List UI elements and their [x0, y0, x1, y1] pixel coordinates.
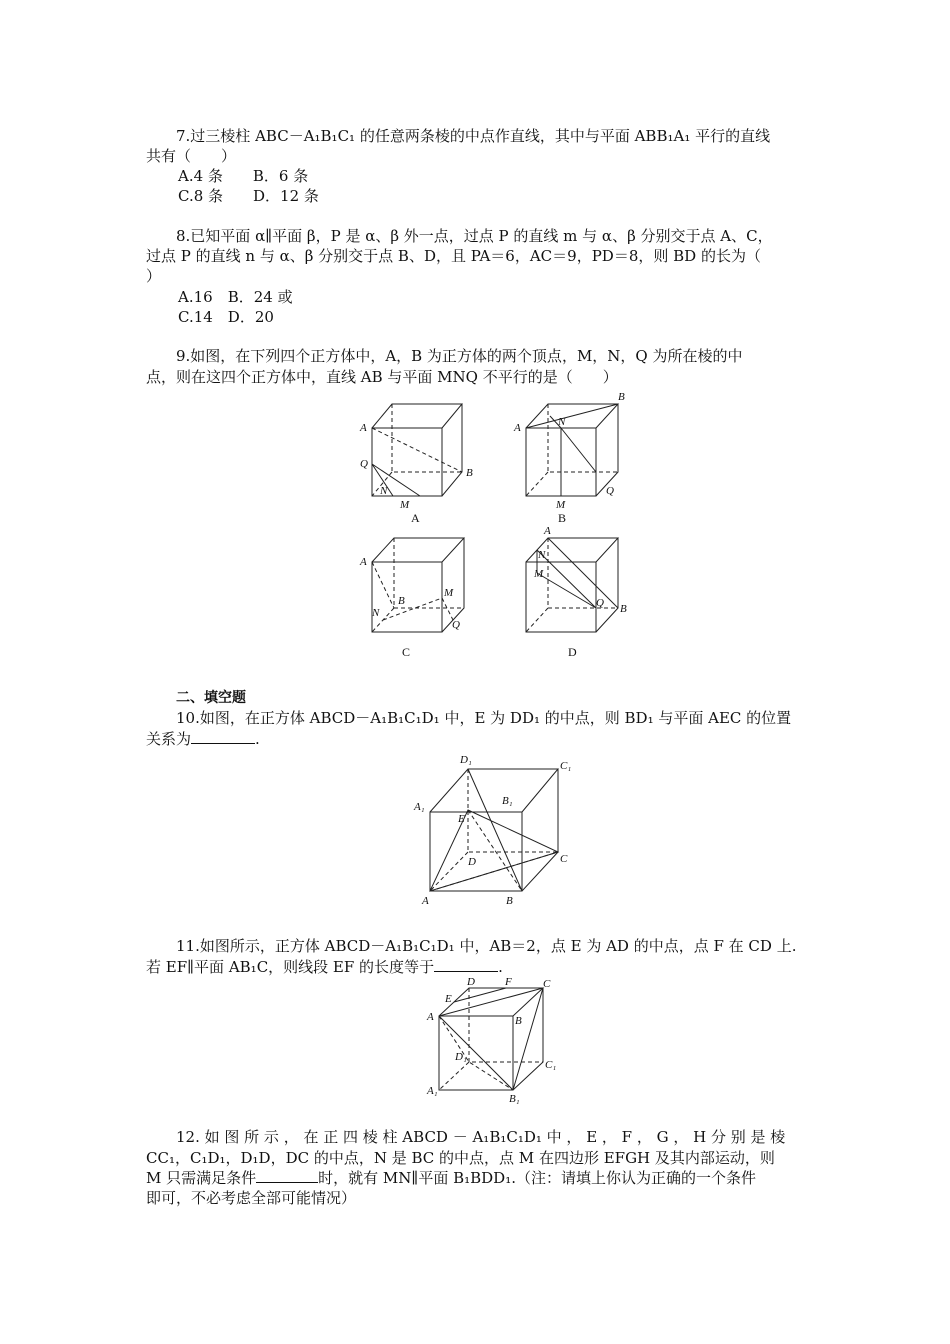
q9-figure-c	[350, 528, 490, 668]
q9d-label-q: Q	[596, 597, 604, 609]
q9c-label-m: M	[444, 587, 454, 599]
q8-options-ab: A.16 B．24 或	[178, 288, 293, 306]
q7-options-cd: C.8 条 D．12 条	[178, 187, 319, 205]
q9c-label-q: Q	[452, 619, 460, 631]
q10-label-b: B	[506, 895, 513, 907]
q11-line2-prefix: 若 EF∥平面 AB₁C，则线段 EF 的长度等于	[146, 958, 435, 976]
q9a-label-a: A	[360, 422, 367, 434]
q9c-label-n: N	[372, 607, 380, 619]
q11-label-c: C	[543, 978, 551, 990]
q10-label-e: E	[458, 813, 465, 825]
q9a-label-m: M	[400, 499, 410, 511]
q9-caption-d: D	[568, 645, 577, 659]
q9-line1: 9.如图，在下列四个正方体中，A，B 为正方体的两个顶点，M，N，Q 为所在棱的中	[176, 347, 743, 365]
q7-line2: 共有（ ）	[146, 147, 237, 165]
q11-label-a1: A₁	[427, 1085, 438, 1097]
q12-line3-prefix: M 只需满足条件	[146, 1169, 257, 1187]
q11-label-b: B	[515, 1015, 522, 1027]
q9b-label-a: A	[514, 422, 521, 434]
q11-label-d: D	[467, 976, 475, 988]
q10-line2-suffix: .	[255, 730, 260, 748]
q12-line2: CC₁，C₁D₁，D₁D，DC 的中点，N 是 BC 的中点，点 M 在四边形 EFGH 及其内部运动，则	[146, 1149, 775, 1167]
q10-label-a1: A₁	[414, 801, 425, 813]
q8-line1: 8.已知平面 α∥平面 β，P 是 α、β 外一点，过点 P 的直线 m 与 α、β 分别交于点 A、C，	[176, 227, 773, 245]
q9b-label-m: M	[556, 499, 566, 511]
q10-line1: 10.如图，在正方体 ABCD－A₁B₁C₁D₁ 中，E 为 DD₁ 的中点，则 BD₁ 与平面 AEC 的位置	[176, 709, 792, 727]
q9d-label-b: B	[620, 603, 627, 615]
q11-answer-blank[interactable]	[434, 957, 498, 972]
q10-label-d1: D₁	[460, 754, 472, 766]
q11-line2-suffix: .	[498, 958, 503, 976]
q9b-label-q: Q	[606, 485, 614, 497]
q10-label-d: D	[468, 856, 476, 868]
q9-figure-a	[350, 390, 490, 530]
q12-line3	[146, 1168, 806, 1188]
q9c-label-a: A	[360, 556, 367, 568]
q9a-label-b: B	[466, 467, 473, 479]
q9-caption-a: A	[411, 511, 420, 525]
q10-line2	[146, 729, 806, 749]
q9-figure-d	[506, 525, 646, 668]
section-title-fill-in: 二、填空题	[176, 690, 246, 706]
q11-label-a: A	[427, 1011, 434, 1023]
q11-label-e: E	[445, 993, 452, 1005]
q12-line1: 12. 如 图 所 示 ， 在 正 四 棱 柱 ABCD － A₁B₁C₁D₁ 中 ， E ， F ， G ， H 分 别 是 棱	[176, 1128, 786, 1146]
q11-label-f: F	[505, 976, 512, 988]
q11-label-c1: C₁	[545, 1059, 557, 1071]
q9-caption-b: B	[558, 511, 567, 525]
q7-line1: 7.过三棱柱 ABC－A₁B₁C₁ 的任意两条棱的中点作直线，其中与平面 ABB₁A₁ 平行的直线	[176, 127, 771, 145]
q9b-label-n: N	[558, 416, 566, 428]
q10-label-c: C	[560, 853, 568, 865]
q10-answer-blank[interactable]	[191, 729, 255, 744]
q10-label-a: A	[422, 895, 429, 907]
q9d-label-n: N	[538, 549, 546, 561]
q11-figure-cube	[425, 976, 575, 1106]
q9-line2: 点，则在这四个正方体中，直线 AB 与平面 MNQ 不平行的是（ ）	[146, 368, 618, 386]
q8-options-cd: C.14 D．20	[178, 308, 274, 326]
q11-line2	[146, 957, 806, 977]
q9a-label-q: Q	[360, 458, 368, 470]
q10-label-c1: C₁	[560, 760, 572, 772]
q8-line3: ）	[146, 267, 162, 285]
q10-line2-prefix: 关系为	[146, 730, 192, 748]
q12-answer-blank[interactable]	[256, 1168, 318, 1183]
q12-line4: 即可，不必考虑全部可能情况）	[146, 1189, 357, 1207]
q7-options-ab: A.4 条 B．6 条	[178, 167, 309, 185]
q9c-label-b: B	[398, 595, 405, 607]
q9d-label-a: A	[544, 525, 551, 537]
q12-line3-suffix: 时，就有 MN∥平面 B₁BDD₁.（注：请填上你认为正确的一个条件	[318, 1169, 756, 1187]
q11-line1: 11.如图所示，正方体 ABCD－A₁B₁C₁D₁ 中，AB＝2，点 E 为 AD 的中点，点 F 在 CD 上.	[176, 937, 797, 955]
q10-label-b1: B₁	[502, 795, 513, 807]
q9d-label-m: M	[534, 568, 544, 580]
q9b-label-b: B	[618, 391, 625, 403]
q9-caption-c: C	[402, 645, 411, 659]
q9a-label-n: N	[380, 485, 388, 497]
q11-label-d1: D₁	[455, 1051, 467, 1063]
q9-figure-b	[506, 390, 646, 530]
q11-label-b1: B₁	[509, 1093, 520, 1105]
q8-line2: 过点 P 的直线 n 与 α、β 分别交于点 B、D，且 PA＝6，AC＝9，PD＝8，则 BD 的长为（	[146, 247, 761, 265]
q10-figure-cube	[410, 752, 580, 912]
